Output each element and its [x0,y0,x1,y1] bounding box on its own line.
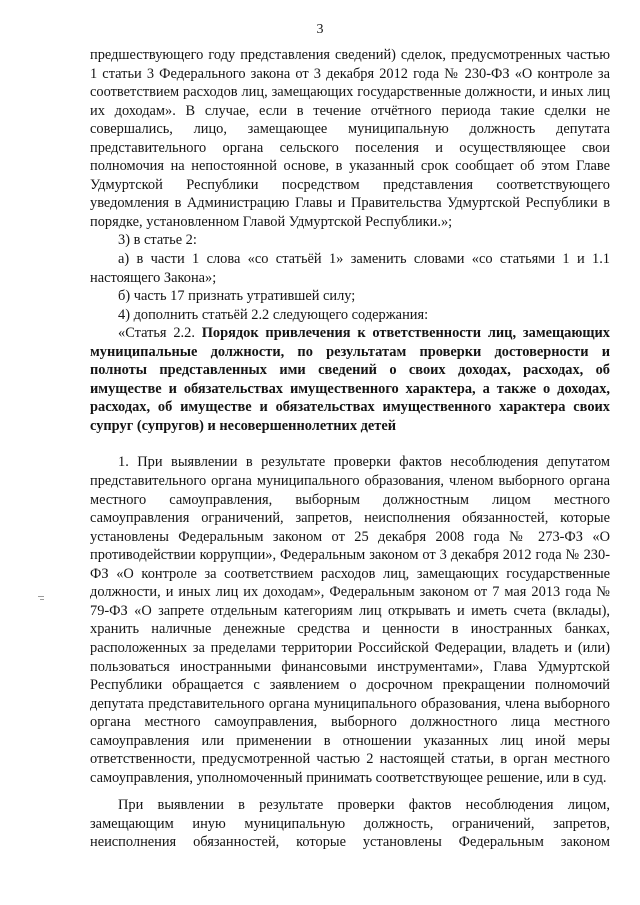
document-body [90,46,610,852]
article-part-1: 1. При выявлении в результате проверки фактов несоблюдения депутатом представительного органа муниципального образования, членом выборного органа местного самоуправления, выборным должностным лицом местного самоуправления ограничений, запретов, неисполнения обязанностей, которые установлены Федеральным законом от 25 декабря 2008 года № 273-ФЗ «О противодействии коррупции», Федеральным законом от 3 декабря 2012 года № 230-ФЗ «О контроле за соответствием расходов лиц, замещающих государственные должности, и иных лиц их доходам», Федеральным законом от 7 мая 2013 года № 79-ФЗ «О запрете отдельным категориям лиц открывать и иметь счета (вклады), хранить наличные денежные средства и ценности в иностранных банках, расположенных за пределами территории Российской Федерации, владеть и (или) пользоваться иностранными финансовыми инструментами», Глава Удмуртской Республики обращается с заявлением о досрочном прекращении полномочий депутата представительного органа муниципального образования, члена выборного органа местного самоуправления, выборного должностного лица местного самоуправления или применении в отношении указанных лиц иной меры ответственности, предусмотренной частью 2 настоящей статьи, в орган местного самоуправления, уполномоченный принимать соответствующее решение, или в суд. [90,454,610,786]
spacer [90,787,610,796]
paragraph-item-b: б) часть 17 признать утратившей силу; [118,288,356,305]
scan-speck [40,599,44,600]
paragraph-continuation: предшествующего году представления сведений) сделок, предусмотренных частью 1 статьи 3 Федерального закона от 3 декабря 2012 года № 230-ФЗ «О контроле за соответствием расходов лиц, замещающих государственные должности, и иных лиц их доходам». В случае, если в течение отчётного периода такие сделки не совершались, лицо, замещающее муниципальную должность депутата представительного органа сельского поселения и осуществляющее свои полномочия на непостоянной основе, в указанный срок сообщает об этом Главе Удмуртской Республики посредством представления соответствующего уведомления в Администрацию Главы и Правительства Удмуртской Республики в порядке, установленном Главой Удмуртской Республики.»; [90,47,610,230]
article-title: Порядок привлечения к ответственности лиц, замещающих муниципальные должности, по результатам проверки достоверности и полноты представленных ими сведений о своих доходах, расходах, об имуществе и обязательствах имущественного характера, а также о доходах, расходах, об имуществе и обязательствах имущественного характера своих супруг (супругов) и несовершеннолетних детей [90,325,610,434]
scan-speck [38,596,44,597]
article-number: «Статья 2.2. [118,325,202,342]
paragraph-item-a: а) в части 1 слова «со статьёй 1» заменить словами «со статьями 1 и 1.1 настоящего Закона»; [90,251,610,286]
page-number: 3 [316,22,324,37]
paragraph-item-3: 3) в статье 2: [118,232,197,249]
paragraph-item-4: 4) дополнить статьёй 2.2 следующего содержания: [118,306,429,323]
article-part-1-paragraph-2: При выявлении в результате проверки фактов несоблюдения лицом, замещающим иную муниципальную должность, ограничений, запретов, неисполнения обязанностей, которые установлены Федеральным законом [90,797,610,851]
article-heading [90,324,610,435]
spacer [90,435,610,453]
